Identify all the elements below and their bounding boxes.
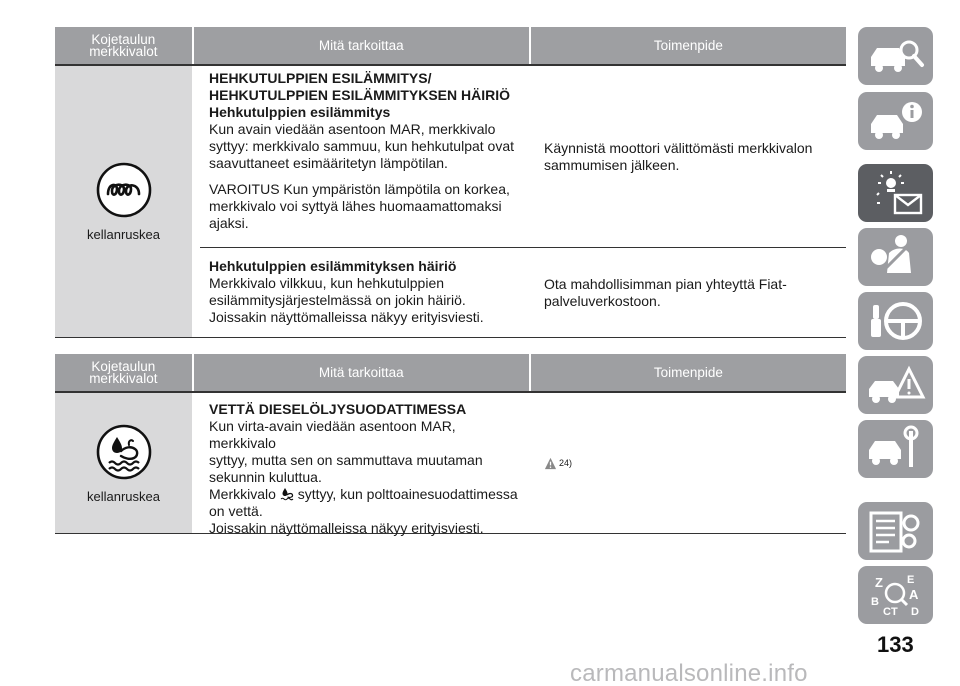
row-text: Joissakin näyttömalleissa näkyy erityisviesti.: [209, 309, 484, 325]
header-dashboard-lights: Kojetaulun merkkivalot: [55, 354, 192, 391]
tab-car-info[interactable]: [858, 92, 933, 150]
row-text: Joissakin näyttömalleissa näkyy erityisviesti.: [209, 520, 484, 536]
glow-plug-coil-icon: [95, 161, 153, 219]
svg-text:B: B: [870, 596, 879, 608]
row-subtitle: Hehkutulppien esilämmityksen häiriö: [209, 258, 457, 274]
light-color-label: kellanruskea: [87, 488, 160, 504]
row-text: esilämmitysjärjestelmässä on jokin häiriö.: [209, 292, 466, 308]
table-bottom-rule: [55, 337, 846, 338]
warning-text: VAROITUS Kun ympäristön lämpötila on korkea,: [209, 181, 510, 197]
row-title: HEHKUTULPPIEN ESILÄMMITYKSEN HÄIRIÖ: [209, 87, 511, 103]
header-meaning: Mitä tarkoittaa: [194, 27, 529, 64]
watermark: carmanualsonline.info: [570, 660, 808, 686]
car-search-icon: [865, 32, 927, 80]
table-row: [192, 66, 846, 248]
svg-text:CT: CT: [882, 606, 898, 618]
header-meaning: Mitä tarkoittaa: [194, 354, 529, 391]
warning-lights-table-glow-plugs: [55, 27, 846, 338]
table-header: [55, 27, 846, 66]
footnote-reference: 24): [559, 457, 573, 468]
header-action: Toimenpide: [531, 27, 846, 64]
header-dashboard-lights: Kojetaulun merkkivalot: [55, 27, 192, 64]
action-cell: Käynnistä moottori välittömästi merkkivalon sammumisen jälkeen.: [544, 140, 813, 173]
warning-light-cell: [55, 66, 192, 337]
tab-starting-driving[interactable]: [858, 292, 933, 350]
tab-car-search[interactable]: [858, 27, 933, 85]
row-text: Merkkivalo vilkkuu, kun hehkutulppien: [209, 275, 445, 291]
action-cell: [530, 393, 846, 533]
tab-maintenance[interactable]: [858, 420, 933, 478]
svg-text:D: D: [910, 606, 919, 618]
row-title: VETTÄ DIESELÖLJYSUODATTIMESSA: [209, 401, 467, 417]
row-text: Kun avain viedään asentoon MAR, merkkivalo: [209, 121, 496, 137]
row-text: saavuttaneet esimääritetyn lämpötilan.: [209, 155, 448, 171]
warning-triangle-icon: [544, 457, 557, 470]
row-title: HEHKUTULPPIEN ESILÄMMITYS/: [209, 70, 432, 86]
water-in-diesel-filter-icon: [95, 423, 153, 481]
water-in-fuel-inline-icon: [280, 487, 294, 501]
car-info-icon: [865, 97, 927, 145]
tab-technical-data[interactable]: [858, 502, 933, 560]
seatbelt-airbag-icon: [865, 233, 927, 281]
table-header: [55, 354, 846, 393]
row-subtitle: Hehkutulppien esilämmitys: [209, 104, 391, 120]
tab-emergency[interactable]: [858, 356, 933, 414]
row-text: Merkkivalo syttyy, kun polttoainesuodattimessa: [209, 486, 518, 502]
steering-wheel-key-icon: [865, 297, 927, 345]
table-row: [192, 393, 846, 536]
row-text: Kun virta-avain viedään asentoon MAR, merkkivalo: [209, 418, 456, 451]
tab-warning-lights[interactable]: [858, 164, 933, 222]
tab-index[interactable]: [858, 566, 933, 624]
row-divider: [200, 247, 846, 248]
specs-gear-icon: [865, 507, 927, 555]
row-text: syttyy: merkkivalo sammuu, kun hehkutulpat ovat: [209, 138, 515, 154]
alphabetical-index-icon: [865, 571, 927, 619]
row-text: sekunnin kuluttua.: [209, 469, 322, 485]
svg-text:E: E: [906, 574, 914, 586]
action-cell: Ota mahdollisimman pian yhteyttä Fiat- palveluverkostoon.: [544, 275, 787, 309]
warning-text: merkkivalo voi syttyä lähes huomaamattomaksi: [209, 198, 502, 214]
tab-safety[interactable]: [858, 228, 933, 286]
row-text: syttyy, mutta sen on sammuttava muutaman: [209, 452, 483, 468]
car-wrench-icon: [865, 425, 927, 473]
row-text: on vettä.: [209, 503, 263, 519]
light-color-label: kellanruskea: [87, 227, 160, 242]
warning-lights-table-water-in-fuel: [55, 354, 846, 534]
table-row: [192, 248, 846, 337]
svg-text:Z: Z: [874, 575, 883, 590]
warning-light-message-icon: [865, 169, 927, 217]
page-number: 133: [877, 632, 914, 657]
warning-text: ajaksi.: [209, 215, 249, 231]
header-action: Toimenpide: [531, 354, 846, 391]
car-warning-triangle-icon: [865, 361, 927, 409]
svg-text:A: A: [908, 587, 918, 602]
warning-light-cell: [55, 393, 192, 533]
